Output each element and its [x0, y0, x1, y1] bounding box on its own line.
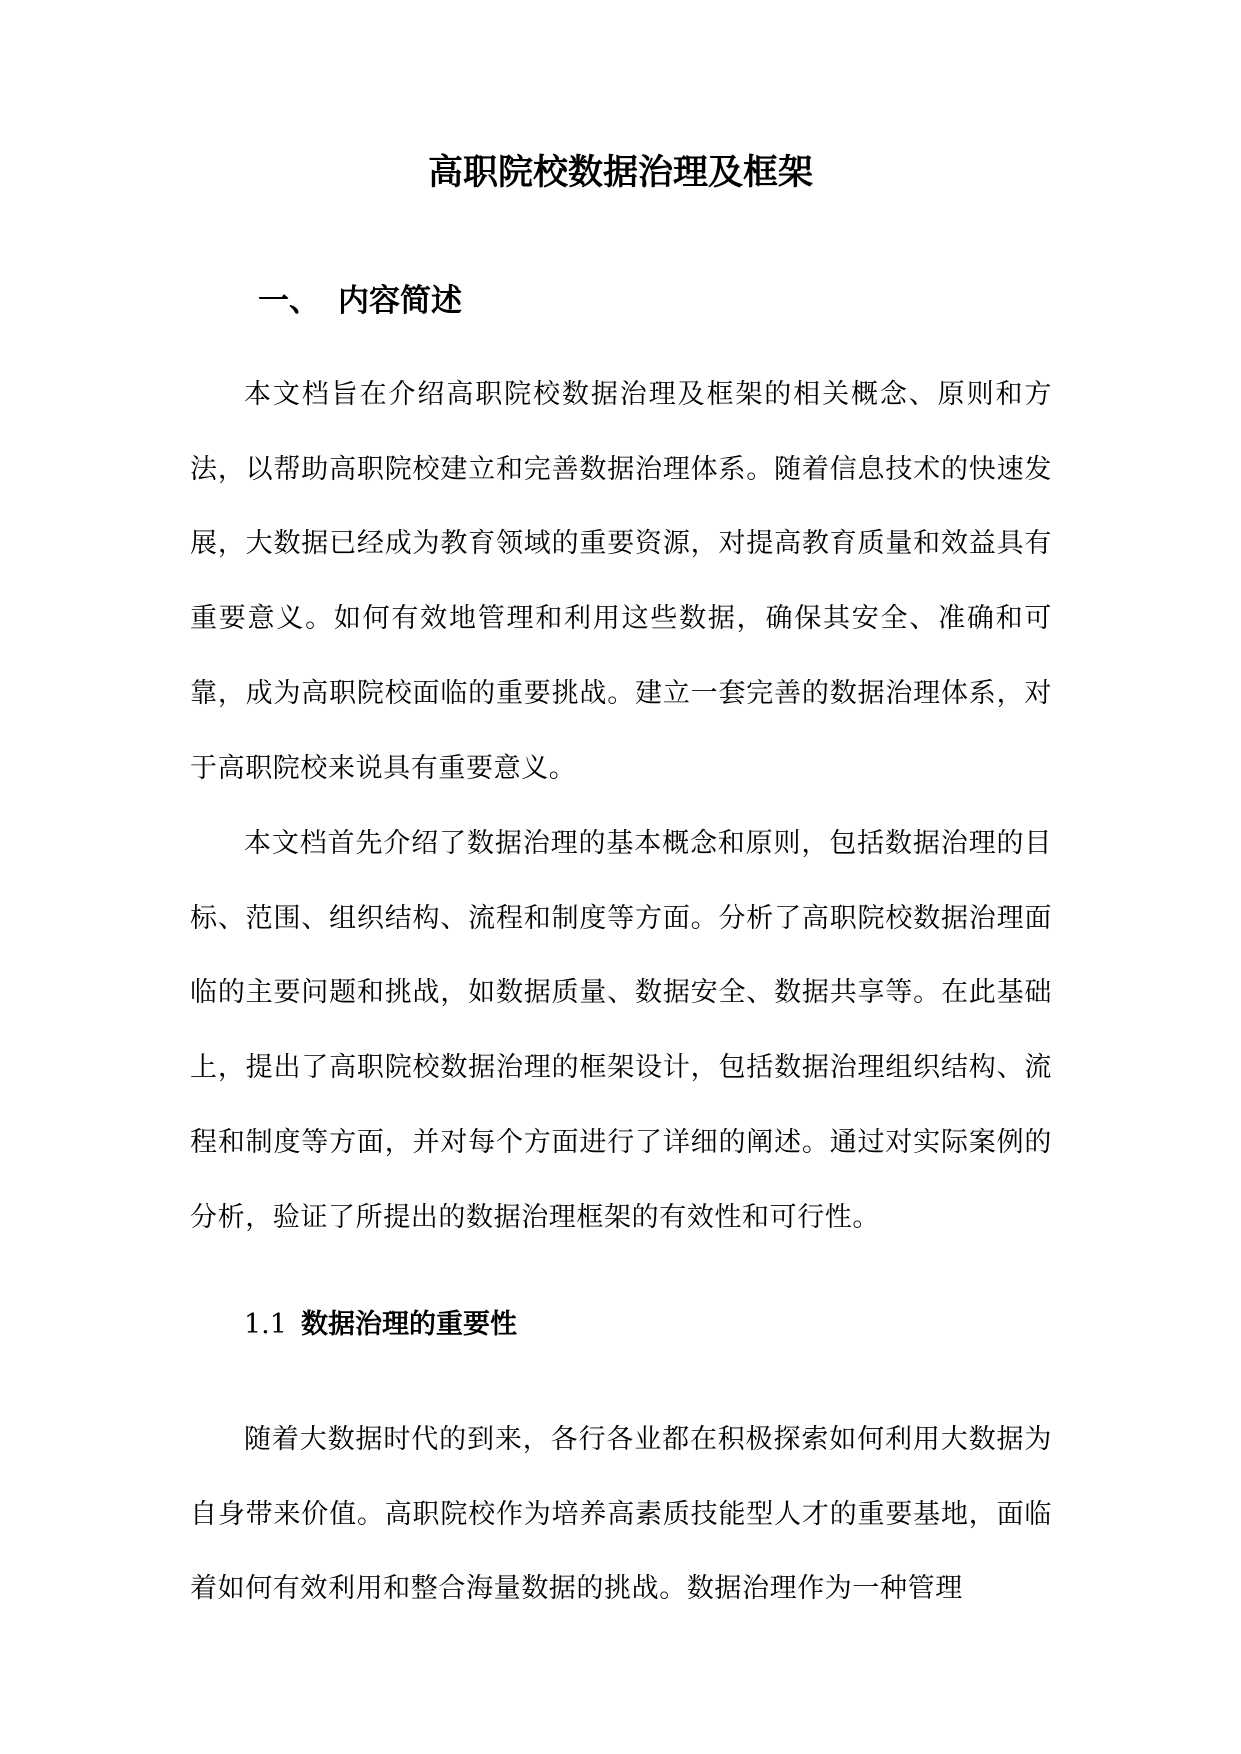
- body-paragraph: 本文档首先介绍了数据治理的基本概念和原则，包括数据治理的目标、范围、组织结构、流程和制度等方面。分析了高职院校数据治理面临的主要问题和挑战，如数据质量、数据安全、数据共享等。在此基础上，提出了高职院校数据治理的框架设计，包括数据治理组织结构、流程和制度等方面，并对每个方面进行了详细的阐述。通过对实际案例的分析，验证了所提出的数据治理框架的有效性和可行性。: [190, 828, 1052, 1233]
- document-title: 高职院校数据治理及框架: [427, 153, 813, 193]
- subsection-heading: [244, 1302, 517, 1348]
- subsection-title: 数据治理的重要性: [300, 1309, 517, 1340]
- subsection-number: 1.1: [244, 1309, 287, 1340]
- section-number: 一、: [258, 283, 320, 319]
- body-paragraph: 本文档旨在介绍高职院校数据治理及框架的相关概念、原则和方法，以帮助高职院校建立和完善数据治理体系。随着信息技术的快速发展，大数据已经成为教育领域的重要资源，对提高教育质量和效益具有重要意义。如何有效地管理和利用这些数据，确保其安全、准确和可靠，成为高职院校面临的重要挑战。建立一套完善的数据治理体系，对于高职院校来说具有重要意义。: [190, 379, 1052, 784]
- section-heading: [258, 278, 462, 324]
- body-paragraph: 随着大数据时代的到来，各行各业都在积极探索如何利用大数据为自身带来价值。高职院校作为培养高素质技能型人才的重要基地，面临着如何有效利用和整合海量数据的挑战。数据治理作为一种管理: [190, 1424, 1052, 1605]
- section-title: 内容简述: [338, 283, 462, 319]
